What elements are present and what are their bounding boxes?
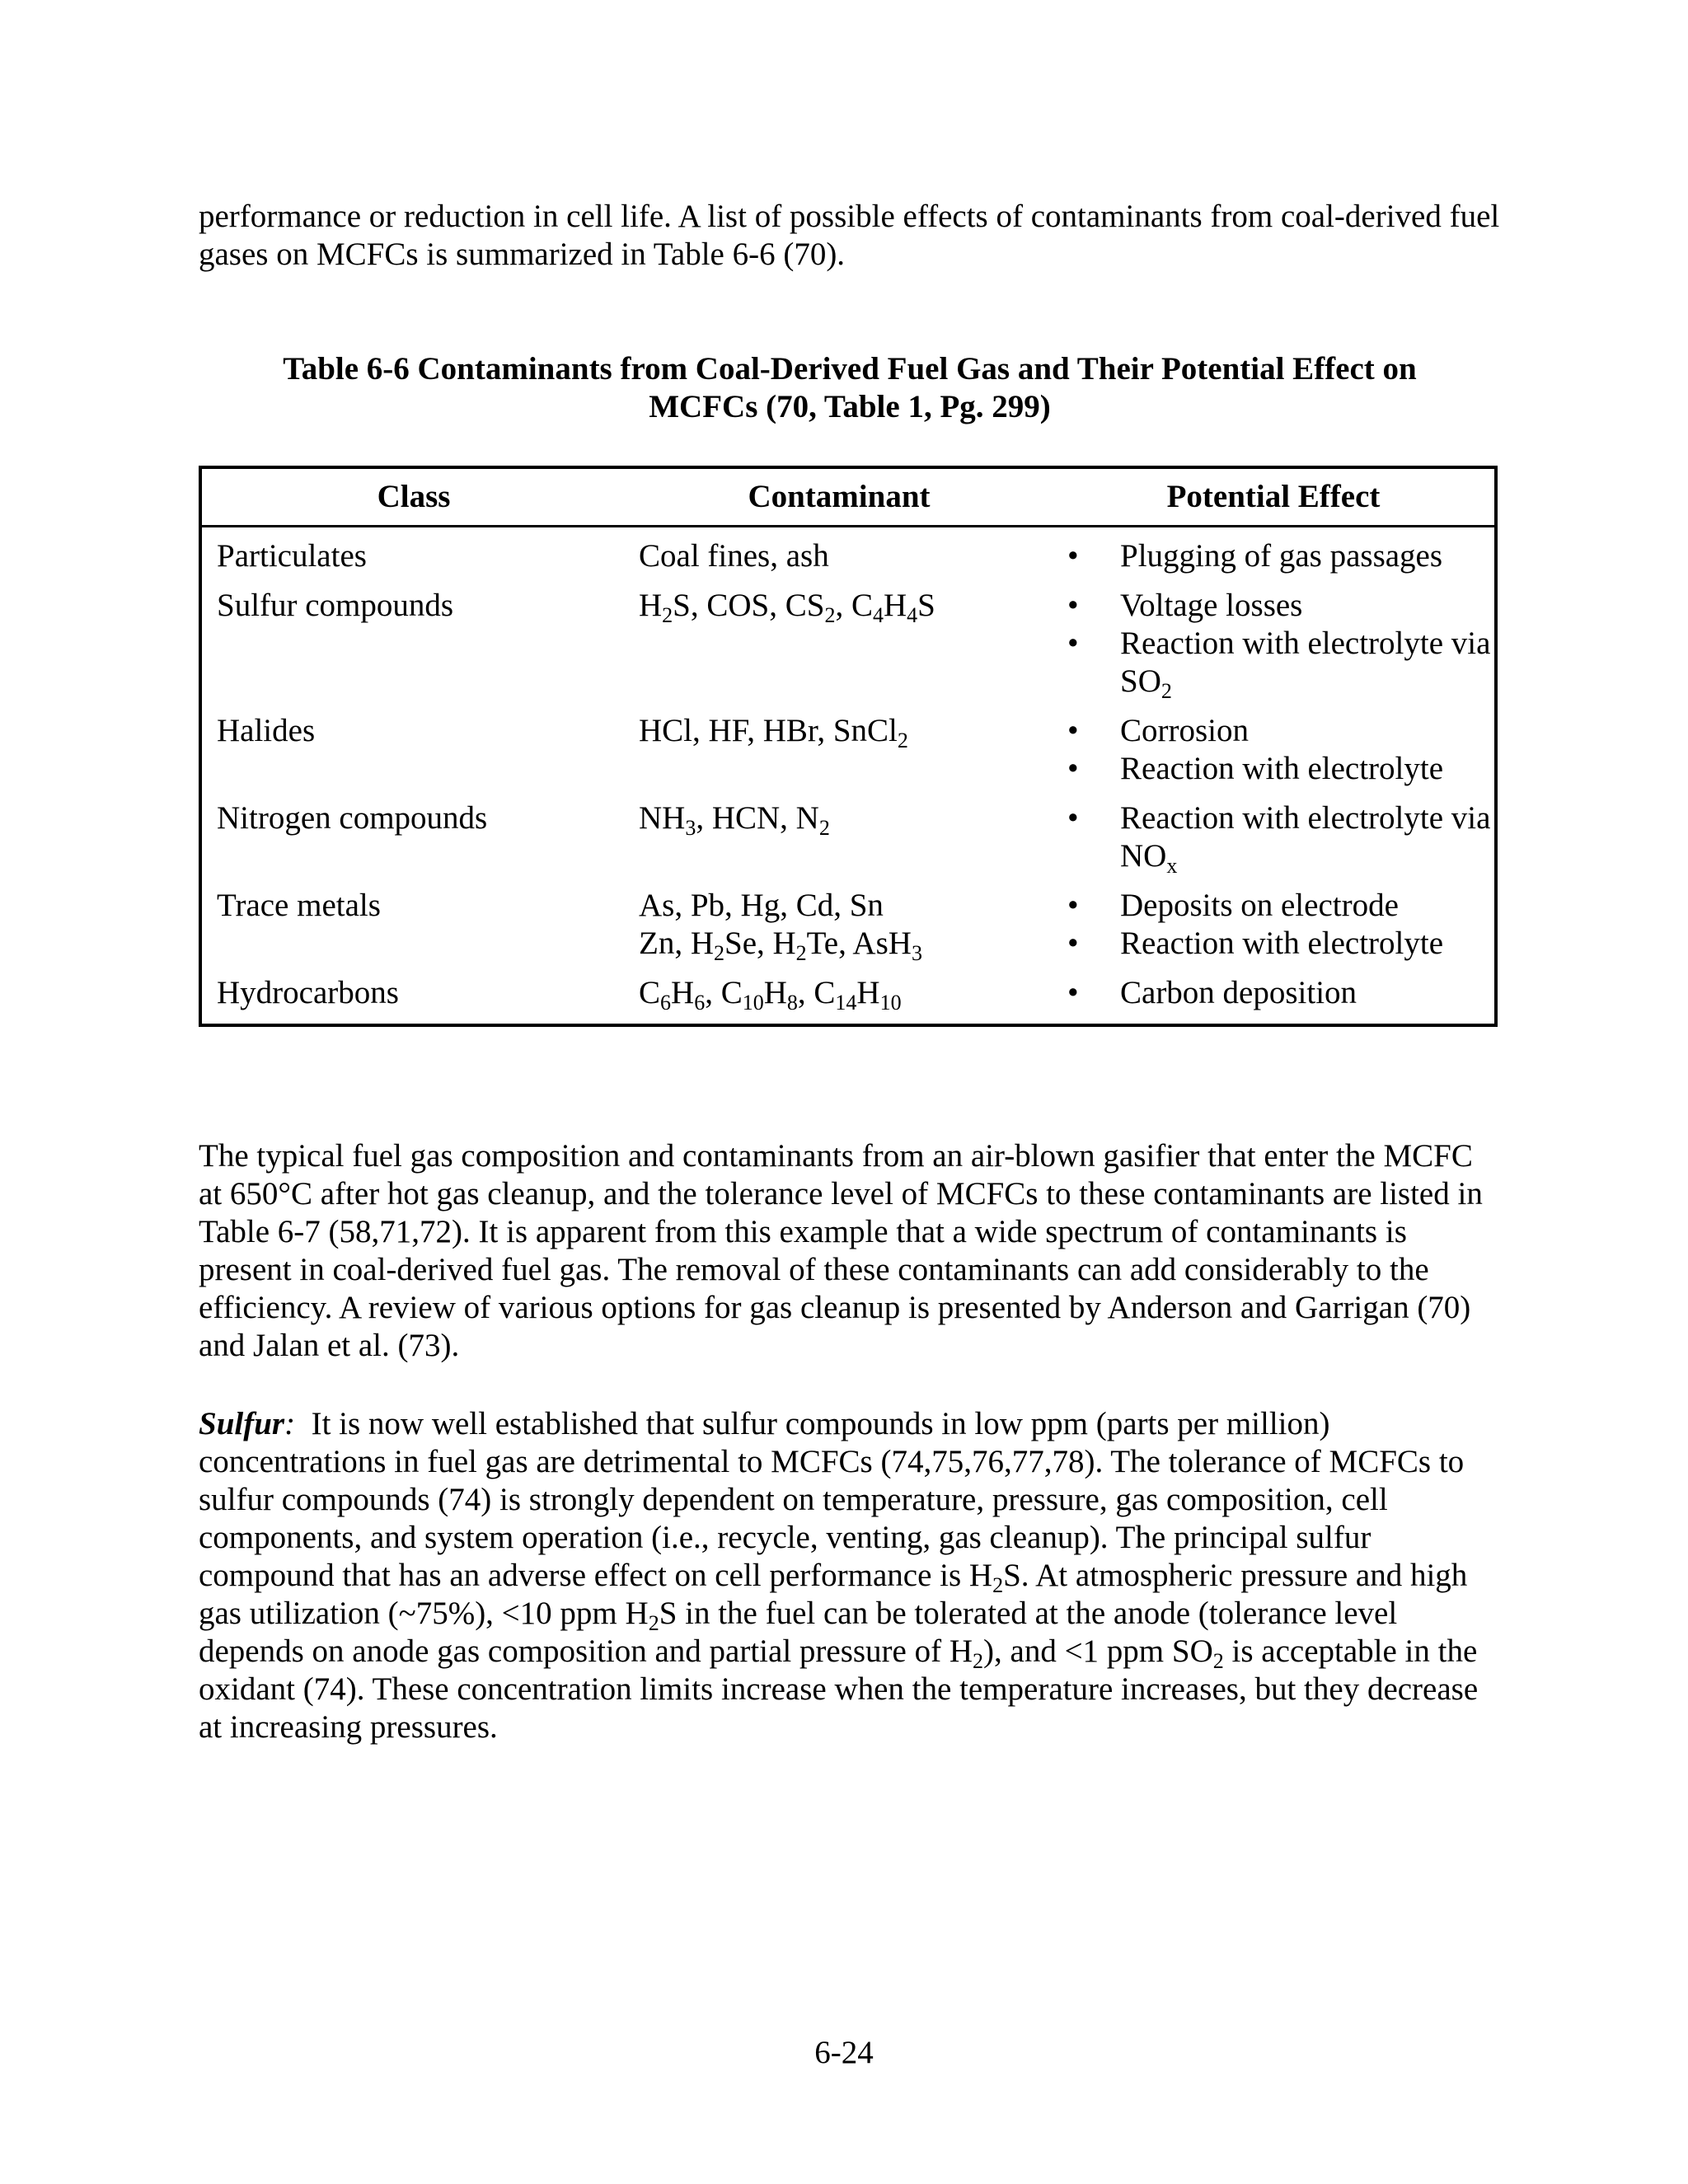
cell-effects — [1053, 527, 1494, 588]
cell-class: Nitrogen compounds — [217, 800, 488, 836]
bullet-icon: • — [1067, 751, 1079, 786]
table-caption-line2: MCFCs (70, Table 1, Pg. 299) — [649, 389, 1051, 424]
effect-item: • Voltage losses — [1067, 588, 1303, 623]
cell-effects — [1053, 587, 1494, 712]
cell-contaminant: HCl, HF, HBr, SnCl$_2$ — [639, 713, 908, 752]
table-row — [202, 799, 1494, 887]
cell-class: Hydrocarbons — [217, 975, 399, 1010]
cell-contaminant: $NH_3$, HCN, $N_2$ — [639, 800, 830, 840]
bullet-icon: • — [1067, 888, 1079, 923]
table-caption-line1: Table 6-6 Contaminants from Coal-Derived Fuel Gas and Their Potential Effect on — [283, 351, 1417, 387]
effect-item: • Corrosion — [1067, 713, 1249, 748]
table-row — [202, 974, 1494, 1024]
bullet-icon: • — [1067, 538, 1079, 574]
table-header-row — [202, 469, 1494, 527]
table-row — [202, 712, 1494, 799]
cell-class: Sulfur compounds — [217, 588, 454, 623]
sulfur-paragraph — [199, 1405, 1501, 1746]
page-number: 6-24 — [814, 2035, 874, 2070]
sulfur-body: It is now well established that sulfur compounds in low ppm (parts per million) concentrations in fuel gas are detrimental to MCFCs (74,75,76,77,78). The tolerance of MCFCs to sulfur compounds (74) is strongly dependent on temperature, pressure, gas composition, cell components, and system operation (i.e., recycle, venting, gas cleanup). The principal sulfur compound that has an adverse effect on cell performance is $H_2S$. At atmospheric pressure and high gas utilization (~75%), <10 ppm $H_2S$ in the fuel can be tolerated at the anode (tolerance level depends on anode gas composition and partial pressure of $H_2$), and <1 ppm $SO_2$ is acceptable in the oxidant (74). These concentration limits increase when the temperature increases, but they decrease at increasing pressures. — [199, 1406, 1479, 1745]
bullet-icon: • — [1067, 926, 1079, 961]
header-contaminant: Contaminant — [626, 469, 1053, 527]
bullet-icon: • — [1067, 800, 1079, 836]
cell-effects — [1053, 887, 1494, 974]
header-potential-effect: Potential Effect — [1053, 469, 1494, 527]
effect-item: • Reaction with electrolyte via $NO_x$ — [1067, 800, 1491, 878]
bullet-icon: • — [1067, 713, 1079, 748]
cell-class: Trace metals — [217, 888, 381, 923]
cell-class: Halides — [217, 713, 316, 748]
sulfur-heading: Sulfur — [199, 1406, 285, 1441]
table-row — [202, 887, 1494, 974]
cell-effects — [1053, 712, 1494, 799]
bullet-icon: • — [1067, 626, 1079, 661]
bullet-icon: • — [1067, 588, 1079, 623]
effect-item: • Reaction with electrolyte via $SO_2$ — [1067, 626, 1491, 703]
cell-class: Particulates — [217, 538, 367, 574]
header-class: Class — [202, 469, 626, 527]
contaminants-table — [199, 466, 1498, 1027]
effect-item: • Reaction with electrolyte — [1067, 926, 1444, 961]
cell-effects — [1053, 974, 1494, 1024]
sulfur-heading-colon: : — [284, 1406, 296, 1441]
bullet-icon: • — [1067, 975, 1079, 1010]
effect-item: • Plugging of gas passages — [1067, 538, 1443, 574]
cell-contaminant: As, Pb, Hg, Cd, Sn Zn, $H_2Se$, $H_2Te$, AsH$_3$ — [639, 888, 922, 965]
table-row — [202, 527, 1494, 588]
table-row — [202, 587, 1494, 712]
cell-contaminant: Coal fines, ash — [639, 538, 829, 574]
effect-item: • Reaction with electrolyte — [1067, 751, 1444, 786]
effect-item: • Carbon deposition — [1067, 975, 1357, 1010]
cell-contaminant: $C_6H_6$, $C_{10}H_8$, $C_{14}H_{10}$ — [639, 975, 902, 1015]
cell-contaminant: $H_2S$, COS, $CS_2$, $C_4H_4S$ — [639, 588, 935, 627]
table-caption — [199, 350, 1501, 426]
effect-item: • Deposits on electrode — [1067, 888, 1399, 923]
cell-effects — [1053, 799, 1494, 887]
intro-paragraph: performance or reduction in cell life. A list of possible effects of contaminants from coal-derived fuel gases on MCFCs is summarized in Table 6-6 (70). — [199, 199, 1500, 272]
typical-composition-paragraph: The typical fuel gas composition and contaminants from an air-blown gasifier that enter the MCFC at 650°C after hot gas cleanup, and the tolerance level of MCFCs to these contaminants are listed in Table 6-7 (58,71,72). It is apparent from this example that a wide spectrum of contaminants is present in coal-derived fuel gas. The removal of these contaminants can add considerably to the efficiency. A review of various options for gas cleanup is presented by Anderson and Garrigan (70) and Jalan et al. (73). — [199, 1138, 1483, 1363]
